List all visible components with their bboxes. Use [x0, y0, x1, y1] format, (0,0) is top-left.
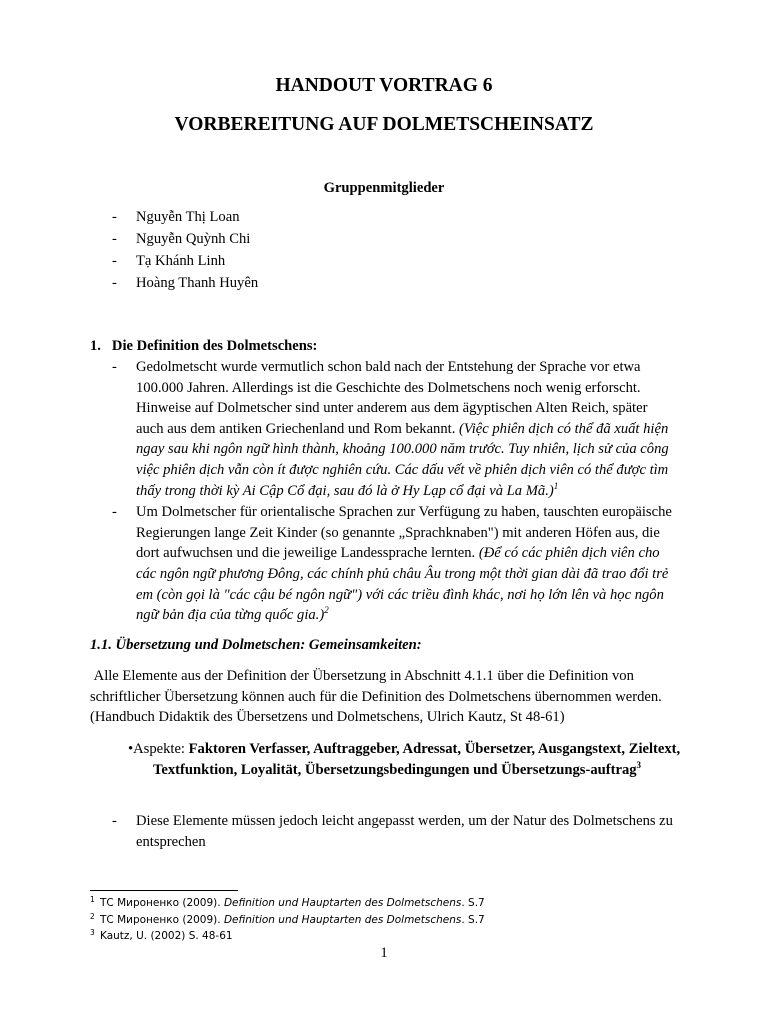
note-text: Diese Elemente müssen jedoch leicht angepasst werden, um der Natur des Dolmetschens zu entsprechen [136, 813, 673, 850]
member-name: Hoàng Thanh Huyên [136, 274, 259, 291]
note-list [110, 811, 676, 852]
list-dash: - [112, 274, 117, 291]
definition-list [110, 357, 676, 626]
definition-item [110, 502, 676, 626]
footnote-number: 3 [90, 928, 95, 937]
footnote-ref: 2 [324, 605, 329, 616]
footnote [90, 895, 690, 912]
list-dash: - [112, 504, 117, 521]
group-heading: Gruppenmitglieder [323, 180, 445, 196]
definition-text: Um Dolmetscher für orientalische Sprachen zur Verfügung zu haben, tauschten europäische Regierungen lange Zeit Kinder (so genannte „Sprachknaben") mit anderen Höfen aus, die dort aufwuchsen und die jeweilige Landessprache lernten. [136, 504, 672, 562]
footnote [90, 912, 690, 929]
section-number: 1. [90, 338, 101, 354]
member-name: Tạ Khánh Linh [136, 252, 226, 269]
member-name: Nguyễn Quỳnh Chi [136, 230, 251, 247]
aspects-label: Aspekte: [133, 741, 189, 757]
footnote-page: . S.7 [461, 897, 485, 909]
footnote-author: Kautz, U. (2002) S. 48-61 [100, 930, 233, 942]
list-dash: - [112, 813, 117, 829]
member-list [110, 207, 690, 293]
section-1-heading [90, 336, 690, 357]
definition-text: Gedolmetscht wurde vermutlich schon bald nach der Entstehung der Sprache vor etwa 100.000 Jahren. Allerdings ist die Geschichte des Dolmetschens noch wenig erforscht. Hinweise auf Dolmetscher sind unter anderem aus dem ägyptischen Alten Reich, später auch aus dem antiken Griechenland und Rom bekannt. [136, 359, 648, 437]
footnote-title: Definition und Hauptarten des Dolmetschens [223, 897, 462, 909]
member-item [110, 207, 690, 228]
aspects-bullet [128, 739, 693, 780]
footnote-number: 2 [90, 911, 95, 921]
footnote-ref: 3 [636, 759, 642, 770]
footnotes [90, 895, 690, 945]
section-1-1-heading: 1.1. Übersetzung und Dolmetschen: Gemeinsamkeiten: [90, 637, 422, 653]
definition-item [110, 357, 676, 501]
footnote-ref: 1 [553, 480, 559, 491]
handout-subtitle: VORBEREITUNG AUF DOLMETSCHEINSATZ [174, 114, 594, 135]
list-dash: - [112, 252, 117, 269]
footnote-author: ТС Мироненко (2009). [100, 913, 224, 926]
member-name: Nguyễn Thị Loan [136, 209, 240, 225]
footnote-number: 1 [90, 895, 95, 904]
member-item [110, 251, 690, 272]
footnote-title: Definition und Hauptarten des Dolmetschens [223, 913, 462, 926]
section-title: Die Definition des Dolmetschens: [111, 338, 318, 354]
bullet-glyph: • [128, 741, 134, 757]
footnote-page: . S.7 [461, 913, 485, 926]
handout-title: HANDOUT VORTRAG 6 [275, 75, 493, 96]
vietnamese-translation: (Để có các phiên dịch viên cho các ngôn ngữ phương Đông, các chính phủ châu Âu trong một thời gian dài đã trao đổi trẻ em (còn gọi là "các cậu bé ngôn ngữ") với các triều đình khác, nơi họ lớn lên và học ngôn ngữ bản địa của từng quốc gia.) [136, 545, 669, 624]
member-item [110, 229, 690, 250]
list-dash: - [112, 230, 117, 247]
comparison-paragraph: Alle Elemente aus der Definition der Übersetzung in Abschnitt 4.1.1 über die Definition von schriftlicher Übersetzung können auch für die Definition des Dolmetschens übernommen werden. (Handbuch Didaktik des Übersetzens und Dolmetschens, Ulrich Kautz, St 48-61) [90, 668, 666, 726]
note-item [110, 811, 676, 852]
list-dash: - [112, 209, 117, 225]
list-dash: - [112, 359, 117, 375]
member-item [110, 273, 690, 294]
page-number: 1 [380, 945, 388, 961]
footnote-author: ТС Мироненко (2009). [100, 897, 224, 909]
vietnamese-translation: (Việc phiên dịch có thể đã xuất hiện ngay sau khi ngôn ngữ hình thành, khoảng 100.000 năm trước. Tuy nhiên, lịch sử của công việc phiên dịch vẫn còn ít được nghiên cứu. Các dấu vết về phiên dịch viên có thể được tìm thấy trong thời kỳ Ai Cập Cổ đại, sau đó là ở Hy Lạp cổ đại và La Mã.) [136, 420, 669, 499]
aspects-list: Faktoren Verfasser, Auftraggeber, Adressat, Übersetzer, Ausgangstext, Zieltext, Textfunktion, Loyalität, Übersetzungsbedingungen und Übersetzungs-auftrag [153, 741, 681, 778]
footnote-separator [90, 890, 238, 891]
